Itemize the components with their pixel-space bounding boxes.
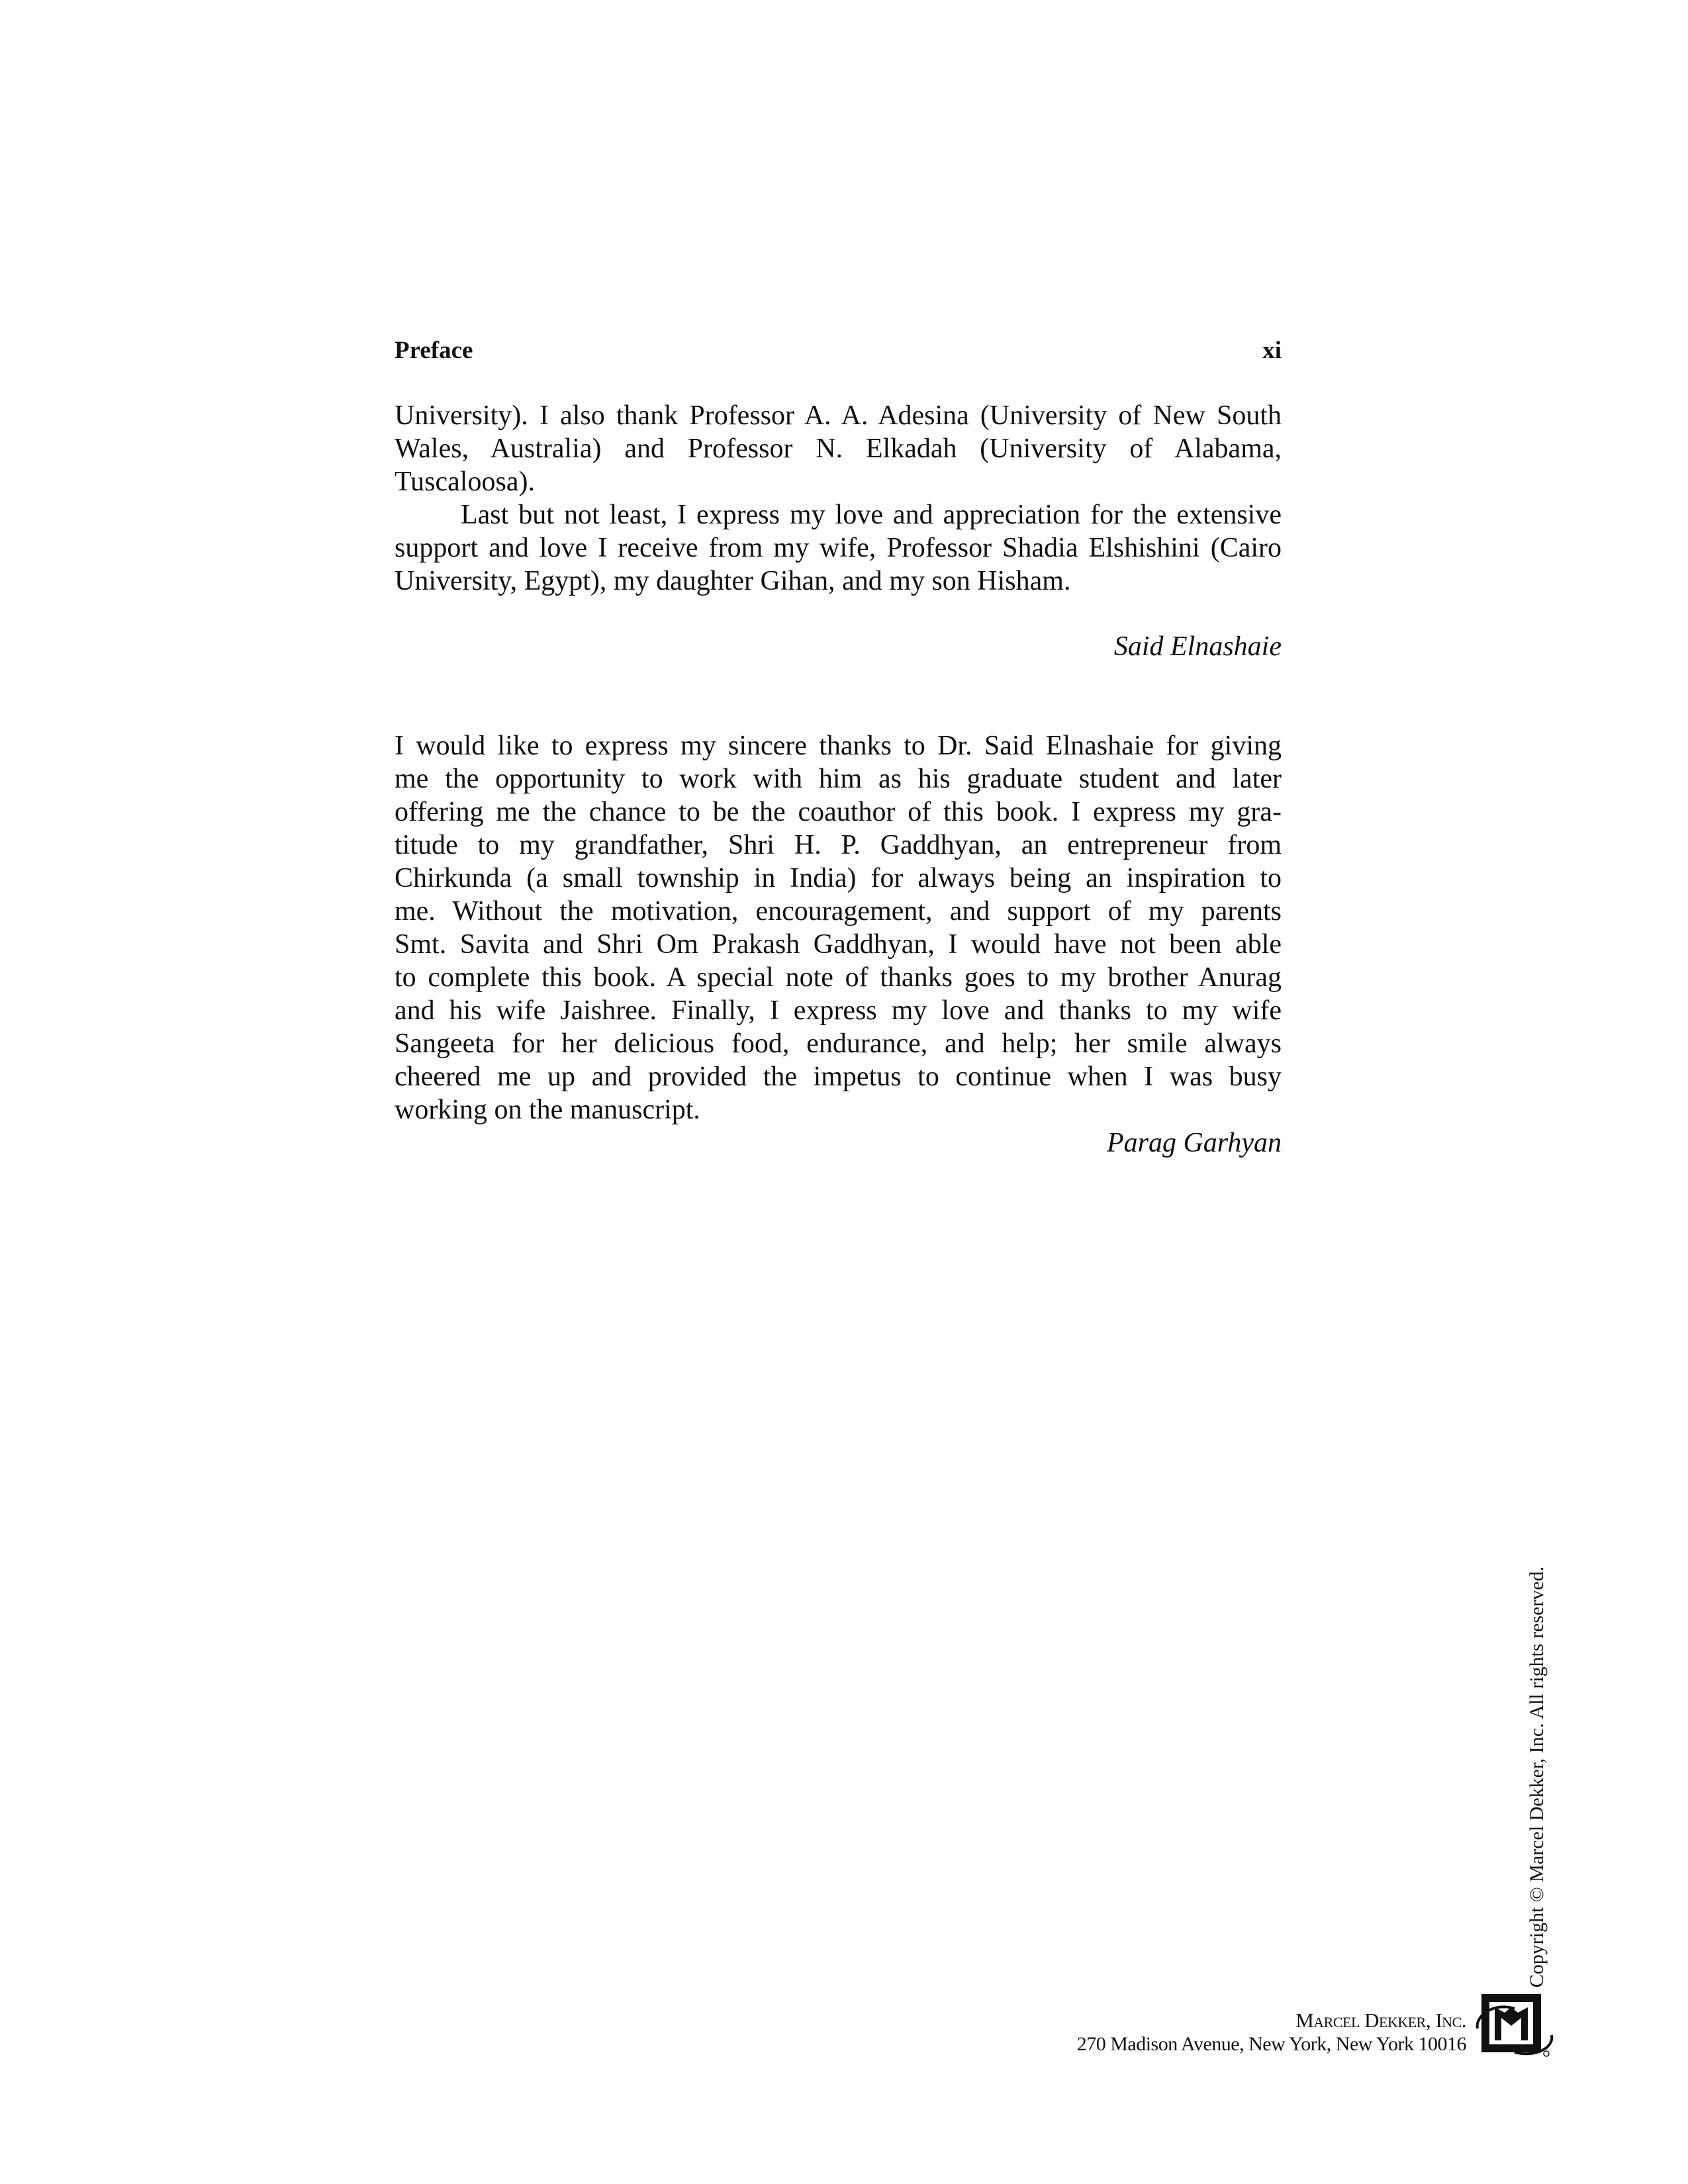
signature-said-elnashaie: Said Elnashaie bbox=[1113, 631, 1282, 662]
text-line: Wales, Australia) and Professor N. Elkadah (University of Alabama, bbox=[395, 433, 1282, 464]
publisher-name: Marcel Dekker, Inc. bbox=[1295, 2009, 1466, 2032]
text-line: Tuscaloosa). bbox=[395, 467, 535, 497]
text-line: University). I also thank Professor A. A. Adesina (University of New South bbox=[395, 400, 1282, 431]
text-line: titude to my grandfather, Shri H. P. Gaddhyan, an entrepreneur from bbox=[395, 830, 1282, 860]
publisher-logo-icon bbox=[1475, 1989, 1554, 2058]
text-line: University, Egypt), my daughter Gihan, and my son Hisham. bbox=[395, 566, 1071, 596]
running-head-title: Preface bbox=[395, 337, 473, 364]
text-line: Smt. Savita and Shri Om Prakash Gaddhyan, I would have not been able bbox=[395, 929, 1282, 960]
text-line: and his wife Jaishree. Finally, I express my love and thanks to my wife bbox=[395, 995, 1282, 1026]
text-line: Last but not least, I express my love and appreciation for the extensive bbox=[461, 500, 1282, 530]
text-line: support and love I receive from my wife, Professor Shadia Elshishini (Cairo bbox=[395, 533, 1282, 563]
publisher-imprint bbox=[1033, 2009, 1466, 2056]
text-line: Chirkunda (a small township in India) for always being an inspiration to bbox=[395, 863, 1282, 893]
text-line: Sangeeta for her delicious food, endurance, and help; her smile always bbox=[395, 1028, 1282, 1059]
text-line: to complete this book. A special note of thanks goes to my brother Anurag bbox=[395, 962, 1282, 993]
copyright-notice bbox=[1524, 1565, 1550, 1989]
publisher-address: 270 Madison Avenue, New York, New York 10016 bbox=[1076, 2033, 1466, 2055]
text-line: working on the manuscript. bbox=[395, 1095, 700, 1125]
page-number: xi bbox=[1262, 337, 1282, 364]
text-line: me the opportunity to work with him as his graduate student and later bbox=[395, 764, 1282, 794]
acknowledgement-paragraph-garhyan bbox=[395, 729, 1282, 1126]
running-head bbox=[395, 334, 1282, 367]
text-line: cheered me up and provided the impetus to continue when I was busy bbox=[395, 1062, 1282, 1092]
text-line: me. Without the motivation, encouragement, and support of my parents bbox=[395, 896, 1282, 927]
publisher-logo-graphic bbox=[1475, 1989, 1554, 2058]
text-line: I would like to express my sincere thanks to Dr. Said Elnashaie for giving bbox=[395, 731, 1282, 761]
acknowledgement-paragraph-elnashaie bbox=[395, 399, 1282, 598]
copyright-text: Copyright © Marcel Dekker, Inc. All rights reserved. bbox=[1526, 1566, 1548, 1988]
text-line: offering me the chance to be the coauthor of this book. I express my gra- bbox=[395, 797, 1282, 827]
signature-parag-garhyan: Parag Garhyan bbox=[1106, 1128, 1282, 1158]
